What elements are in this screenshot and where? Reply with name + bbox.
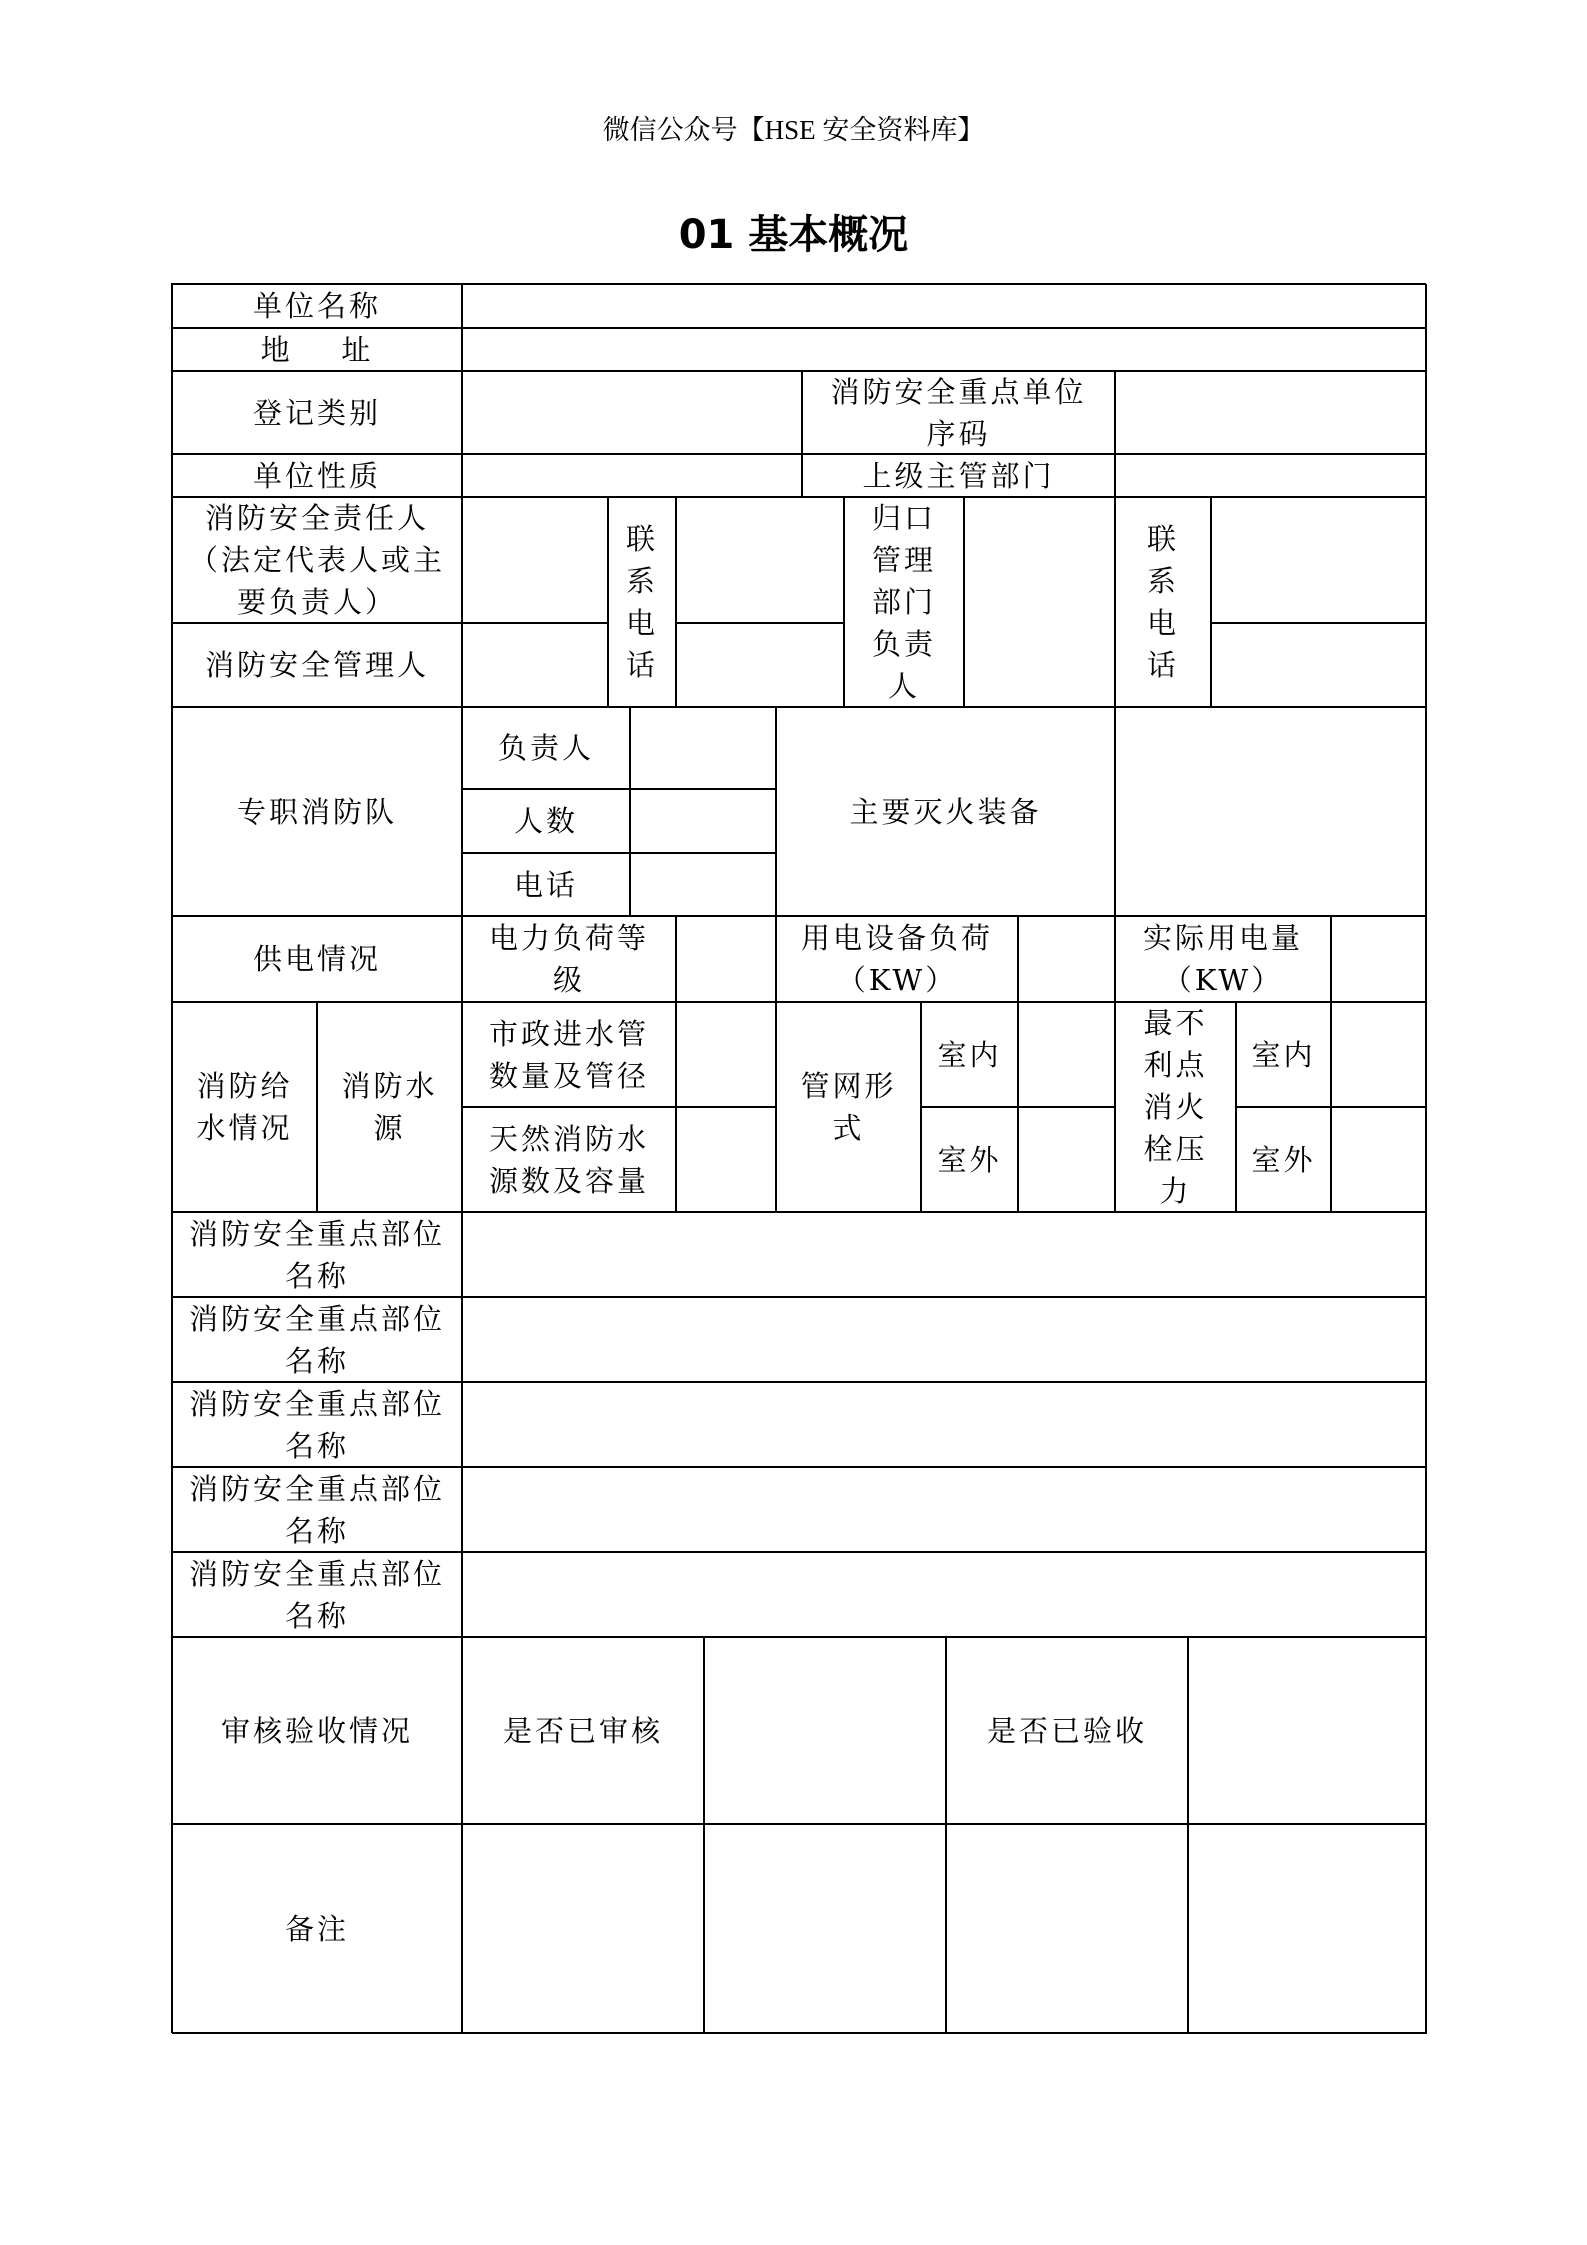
unit-nature-field[interactable] [462,454,802,497]
accepted-field[interactable] [1188,1637,1427,1824]
key-part-label-2: 消防安全重点部位名称 [172,1297,462,1382]
pipe-indoor-label: 室内 [921,1002,1018,1107]
pipe-network-label: 管网形式 [776,1002,921,1212]
safety-manager-field[interactable] [462,623,608,707]
safety-manager-label: 消防安全管理人 [172,623,462,707]
key-part-label-3: 消防安全重点部位名称 [172,1382,462,1467]
power-supply-label: 供电情况 [172,916,462,1002]
superior-dept-field[interactable] [1115,454,1427,497]
main-equipment-label: 主要灭火装备 [776,707,1115,916]
unit-nature-label: 单位性质 [172,454,462,497]
unit-name-field[interactable] [462,284,1427,328]
hydrant-indoor-label: 室内 [1236,1002,1331,1107]
brigade-phone-label: 电话 [462,853,630,916]
actual-power-label: 实际用电量（KW） [1115,916,1331,1002]
brigade-leader-field[interactable] [630,707,776,789]
equipment-load-field[interactable] [1018,916,1115,1002]
reviewed-label: 是否已审核 [462,1637,704,1824]
key-part-field-5[interactable] [462,1552,1427,1637]
equipment-load-label: 用电设备负荷（KW） [776,916,1018,1002]
header-source: 微信公众号【HSE 安全资料库】 [602,115,985,145]
remarks-field-3[interactable] [946,1824,1188,2034]
key-part-field-3[interactable] [462,1382,1427,1467]
brigade-phone-field[interactable] [630,853,776,916]
key-part-field-1[interactable] [462,1212,1427,1297]
natural-water-field[interactable] [676,1107,776,1212]
page-title: 01 基本概况 [678,212,909,258]
key-part-field-4[interactable] [462,1467,1427,1552]
registration-type-label: 登记类别 [172,371,462,454]
dept-head-field[interactable] [964,497,1115,707]
natural-water-label: 天然消防水源数及容量 [462,1107,676,1212]
remarks-field-4[interactable] [1188,1824,1427,2034]
contact-phone-1-label: 联系电话 [608,497,676,707]
water-source-label: 消防水源 [317,1002,462,1212]
worst-hydrant-label: 最不利点消火栓压力 [1115,1002,1236,1212]
fire-brigade-label: 专职消防队 [172,707,462,916]
municipal-pipes-field[interactable] [676,1002,776,1107]
key-unit-serial-label: 消防安全重点单位序码 [802,371,1115,454]
power-load-level-label: 电力负荷等级 [462,916,676,1002]
address-field[interactable] [462,328,1427,371]
municipal-pipes-label: 市政进水管数量及管径 [462,1002,676,1107]
remarks-field-2[interactable] [704,1824,946,2034]
reviewed-field[interactable] [704,1637,946,1824]
hydrant-outdoor-field[interactable] [1331,1107,1427,1212]
main-equipment-field[interactable] [1115,707,1427,916]
contact-phone-2-label: 联系电话 [1115,497,1211,707]
dept-head-phone-field-2[interactable] [1211,623,1427,707]
safety-responsible-label: 消防安全责任人（法定代表人或主要负责人） [172,497,462,623]
registration-type-field[interactable] [462,371,802,454]
pipe-indoor-field[interactable] [1018,1002,1115,1107]
hydrant-indoor-field[interactable] [1331,1002,1427,1107]
brigade-count-label: 人数 [462,789,630,853]
address-label: 地 址 [172,328,462,371]
responsible-phone-field[interactable] [676,497,844,623]
key-part-label-4: 消防安全重点部位名称 [172,1467,462,1552]
power-load-level-field[interactable] [676,916,776,1002]
pipe-outdoor-label: 室外 [921,1107,1018,1212]
review-acceptance-label: 审核验收情况 [172,1637,462,1824]
key-part-label-1: 消防安全重点部位名称 [172,1212,462,1297]
manager-phone-field[interactable] [676,623,844,707]
basic-info-form [171,283,1426,2033]
safety-responsible-field[interactable] [462,497,608,623]
superior-dept-label: 上级主管部门 [802,454,1115,497]
water-supply-label: 消防给水情况 [172,1002,317,1212]
key-part-label-5: 消防安全重点部位名称 [172,1552,462,1637]
unit-name-label: 单位名称 [172,284,462,328]
accepted-label: 是否已验收 [946,1637,1188,1824]
brigade-leader-label: 负责人 [462,707,630,789]
remarks-field-1[interactable] [462,1824,704,2034]
dept-head-phone-field-1[interactable] [1211,497,1427,623]
remarks-label: 备注 [172,1824,462,2034]
pipe-outdoor-field[interactable] [1018,1107,1115,1212]
key-unit-serial-field[interactable] [1115,371,1427,454]
hydrant-outdoor-label: 室外 [1236,1107,1331,1212]
dept-head-label: 归口管理部门负责人 [844,497,964,707]
actual-power-field[interactable] [1331,916,1427,1002]
key-part-field-2[interactable] [462,1297,1427,1382]
brigade-count-field[interactable] [630,789,776,853]
